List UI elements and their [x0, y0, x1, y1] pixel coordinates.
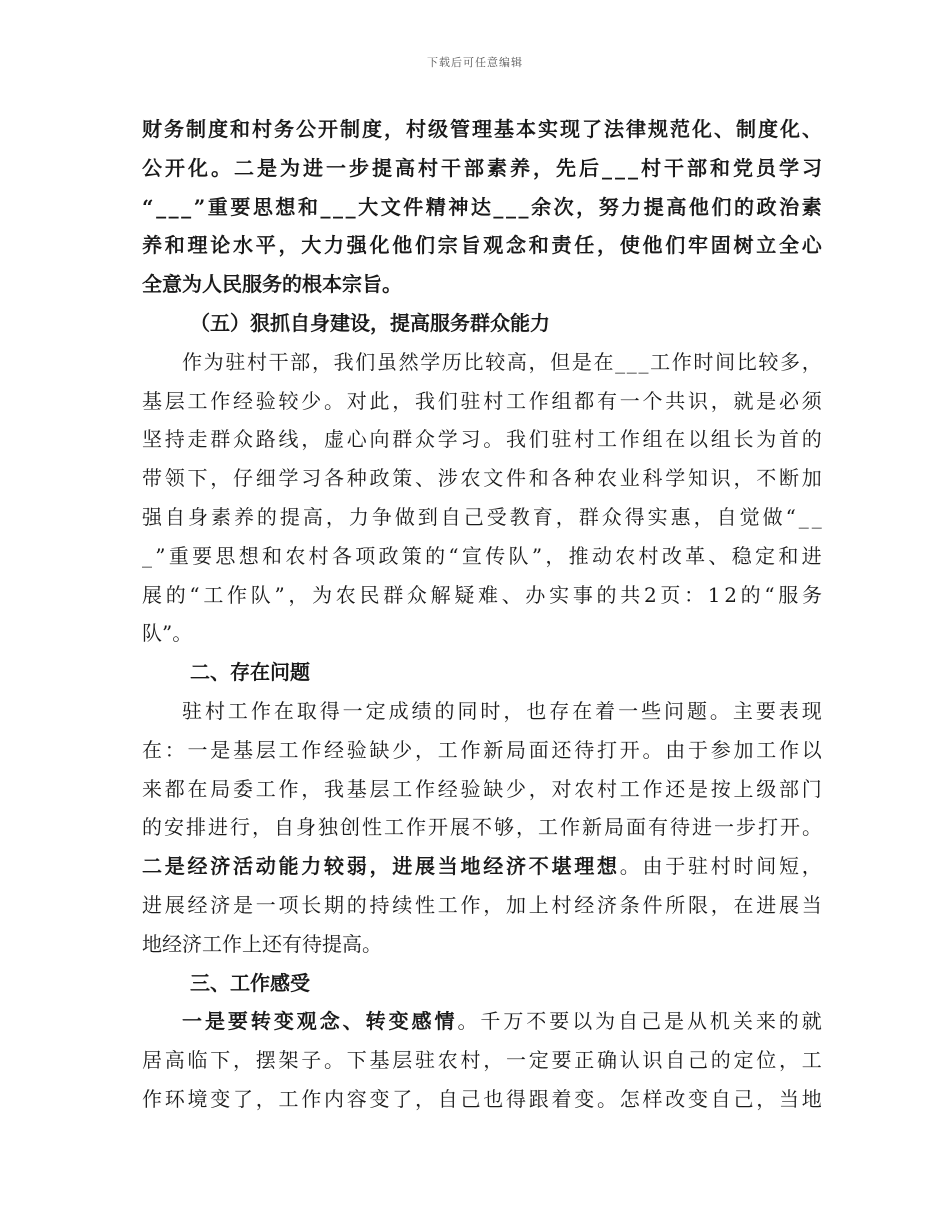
- text-line: 一 是 要 转 变 观 念 、 转 变 感 情 。 千 万 不 要 以 为 自 己 是 从 机 关 来 的 就: [182, 1009, 822, 1034]
- text-line: 作 为 驻 村 干 部 ， 我 们 虽 然 学 历 比 较 高 ， 但 是 在 _ _ _ 工 作 时 间 比 较 多 ，: [182, 349, 822, 374]
- text-line: 驻 村 工 作 在 取 得 一 定 成 绩 的 同 时 ， 也 存 在 着 一 些 问 题 。 主 要 表 现: [182, 698, 822, 723]
- text-line: 展 的 “ 工 作 队 ” ， 为 农 民 群 众 解 疑 难 、 办 实 事 的 共 2 页 ： 1 2 的 “ 服 务: [142, 582, 822, 607]
- text-line: （五）狠抓自身建设，提高服务群众能力: [190, 310, 550, 335]
- text-line: 地经济工作上还有待提高。: [142, 931, 382, 956]
- text-line: _ ” 重 要 思 想 和 农 村 各 项 政 策 的 “ 宣 传 队 ” ， 推 动 农 村 改 革 、 稳 定 和 进: [142, 543, 822, 568]
- document-body: [142, 110, 822, 1119]
- text-line: 带 领 下 ， 仔 细 学 习 各 种 政 策 、 涉 农 文 件 和 各 种 农 业 科 学 知 识 ， 不 断 加: [142, 466, 822, 491]
- text-line: 来 都 在 局 委 工 作 ， 我 基 层 工 作 经 验 缺 少 ， 对 农 村 工 作 还 是 按 上 级 部 门: [142, 776, 822, 801]
- text-line: 二、存在问题: [190, 660, 310, 685]
- text-line: 坚 持 走 群 众 路 线 ， 虚 心 向 群 众 学 习 。 我 们 驻 村 工 作 组 在 以 组 长 为 首 的: [142, 427, 822, 452]
- text-line: 财 务 制 度 和 村 务 公 开 制 度 ， 村 级 管 理 基 本 实 现 了 法 律 规 范 化 、 制 度 化 、: [142, 117, 822, 141]
- text-line: 强 自 身 素 养 的 提 高 ， 力 争 做 到 自 己 受 教 育 ， 群 众 得 实 惠 ， 自 觉 做 “ _ _: [142, 504, 822, 529]
- text-line: 三、工作感受: [190, 970, 310, 995]
- page-header-note: 下载后可任意编辑: [427, 56, 523, 69]
- text-line: 养 和 理 论 水 平 ， 大 力 强 化 他 们 宗 旨 观 念 和 责 任 ， 使 他 们 牢 固 树 立 全 心: [142, 233, 822, 258]
- text-line: 公 开 化 。 二 是 为 进 一 步 提 高 村 干 部 素 养 ， 先 后 _ _ _ 村 干 部 和 党 员 学 习: [142, 155, 822, 180]
- text-line: 的 安 排 进 行 ， 自 身 独 创 性 工 作 开 展 不 够 ， 工 作 新 局 面 有 待 进 一 步 打 开 。: [142, 815, 822, 840]
- text-line: 在 ： 一 是 基 层 工 作 经 验 缺 少 ， 工 作 新 局 面 还 待 打 开 。 由 于 参 加 工 作 以: [142, 737, 822, 762]
- text-line: 作 环 境 变 了 ， 工 作 内 容 变 了 ， 自 己 也 得 跟 着 变 。 怎 样 改 变 自 己 ， 当 地: [142, 1086, 822, 1111]
- text-line: 队”。: [142, 621, 193, 646]
- text-line: 居 高 临 下 ， 摆 架 子 。 下 基 层 驻 农 村 ， 一 定 要 正 确 认 识 自 己 的 定 位 ， 工: [142, 1048, 822, 1073]
- text-line: 二 是 经 济 活 动 能 力 较 弱 ， 进 展 当 地 经 济 不 堪 理 想 。 由 于 驻 村 时 间 短 ，: [142, 854, 822, 879]
- text-line: 进 展 经 济 是 一 项 长 期 的 持 续 性 工 作 ， 加 上 村 经 济 条 件 所 限 ， 在 进 展 当: [142, 892, 822, 917]
- text-line: “ _ _ _ ” 重 要 思 想 和 _ _ _ 大 文 件 精 神 达 _ _ _ 余 次 ， 努 力 提 高 他 们 的 政 治 素: [142, 194, 822, 219]
- text-line: 基 层 工 作 经 验 较 少 。 对 此 ， 我 们 驻 村 工 作 组 都 有 一 个 共 识 ， 就 是 必 须: [142, 388, 822, 413]
- text-line: 全意为人民服务的根本宗旨。: [142, 272, 402, 297]
